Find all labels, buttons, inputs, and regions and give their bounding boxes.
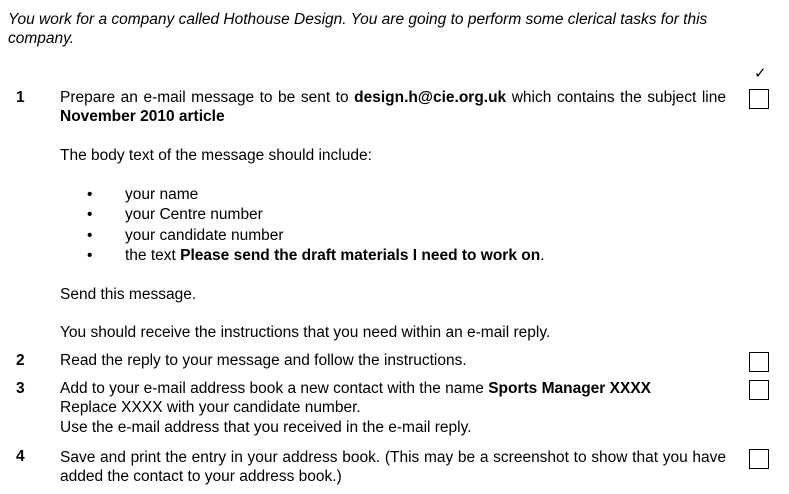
task-2-number: 2 — [16, 352, 25, 369]
intro-text: You work for a company called Hothouse Design. You are going to perform some clerical tasks for this company. — [8, 11, 708, 47]
task-1-body-intro: The body text of the message should include: — [60, 147, 372, 164]
task-3-checkbox[interactable] — [749, 380, 769, 400]
bullet-item-centre: your Centre number — [125, 206, 263, 223]
task-4-checkbox[interactable] — [749, 449, 769, 469]
task-1-checkbox[interactable] — [749, 89, 769, 109]
bullet-icon: • — [87, 206, 93, 223]
tick-mark-icon: ✓ — [754, 64, 767, 82]
task-1-send: Send this message. — [60, 286, 197, 303]
task-4-instruction: Save and print the entry in your address book. (This may be a screenshot to show that you have added the contact to your address book.) — [60, 449, 726, 485]
task-3-line3: Use the e-mail address that you received in the e-mail reply. — [60, 419, 472, 436]
task-1-part2: which contains the subject line — [506, 89, 726, 106]
bullet4-bold: Please send the draft materials I need to work on — [180, 247, 541, 264]
bullet4-suffix: . — [540, 247, 545, 264]
bullet-item-name: your name — [125, 186, 199, 203]
task-1-receive: You should receive the instructions that you need within an e-mail reply. — [60, 324, 551, 341]
task-1-email: design.h@cie.org.uk — [354, 89, 507, 106]
task-3-number: 3 — [16, 380, 25, 397]
bullet-icon: • — [87, 186, 93, 203]
bullet-item-text — [125, 247, 545, 265]
task-2-instruction: Read the reply to your message and follow the instructions. — [60, 352, 467, 369]
task-1-part1: Prepare an e-mail message to be sent to — [60, 89, 355, 106]
bullet4-prefix: the text — [125, 247, 181, 264]
bullet-icon: • — [87, 227, 93, 244]
bullet-icon: • — [87, 247, 93, 264]
task-3-line1 — [60, 380, 651, 398]
task-1-number: 1 — [16, 89, 25, 106]
bullet-item-candidate: your candidate number — [125, 227, 284, 244]
task-3-line1-prefix: Add to your e-mail address book a new contact with the name — [60, 380, 489, 397]
task-1-subject: November 2010 article — [60, 108, 225, 125]
task-4-number: 4 — [16, 448, 25, 465]
task-3-contact-name: Sports Manager XXXX — [488, 380, 651, 397]
task-2-checkbox[interactable] — [749, 352, 769, 372]
task-1-instruction — [60, 88, 726, 126]
task-3-line2: Replace XXXX with your candidate number. — [60, 399, 361, 416]
